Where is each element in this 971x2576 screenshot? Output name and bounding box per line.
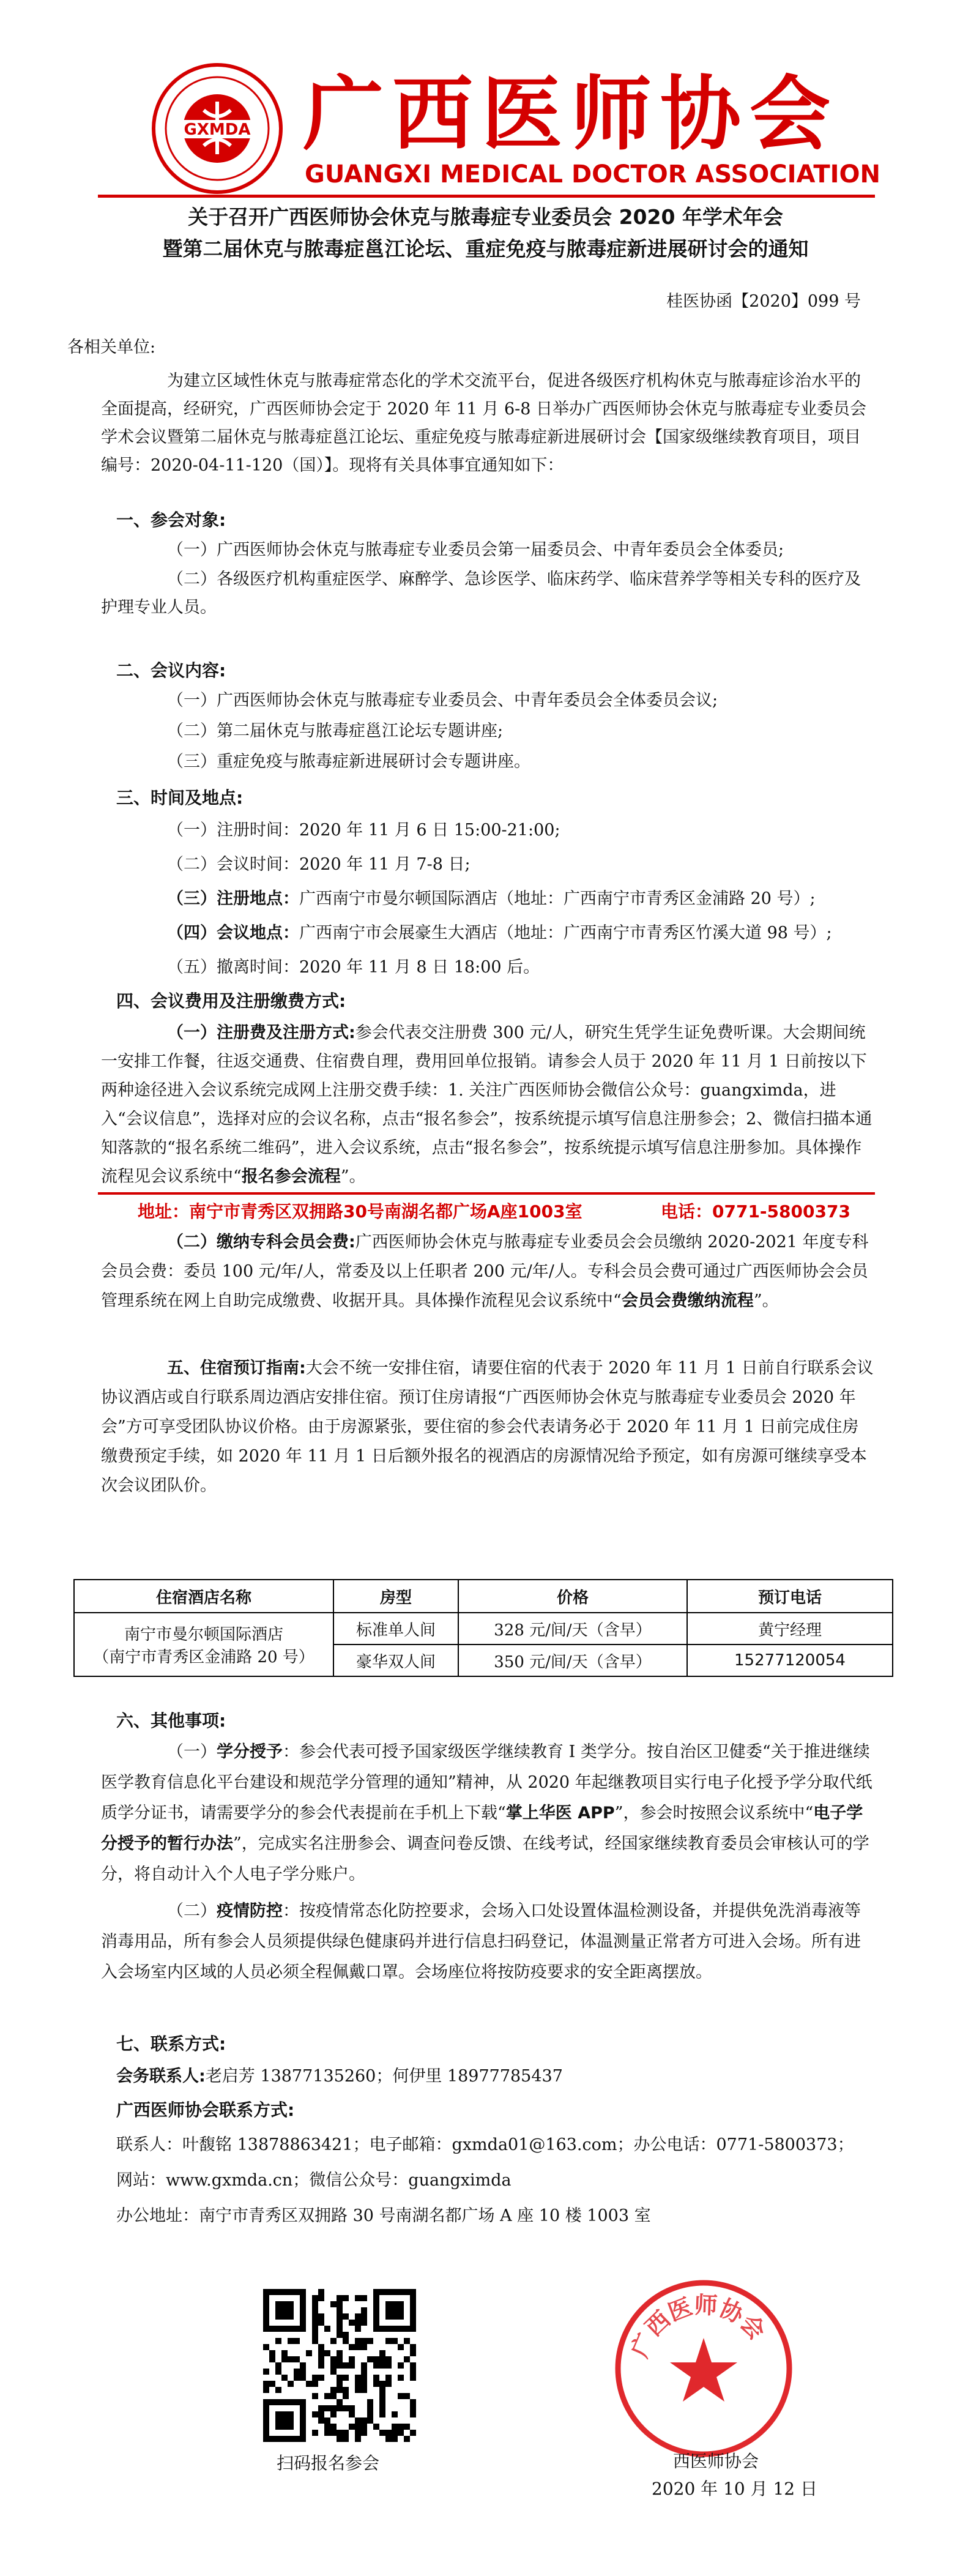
item-label: （一）注册时间：	[167, 821, 299, 840]
item-label: （五）撤离时间：	[167, 958, 299, 977]
list-item: （三）重症免疫与脓毒症新进展研讨会专题讲座。	[167, 752, 530, 771]
item-label: （二）会议时间：	[167, 855, 299, 874]
doc-title-line2: 暨第二届休克与脓毒症邕江论坛、重症免疫与脓毒症新进展研讨会的通知	[162, 237, 809, 261]
qr-code[interactable]	[263, 2289, 416, 2442]
qr-caption: 扫码报名参会	[277, 2453, 380, 2473]
item-text: 2020 年 11 月 6 日 15:00-21:00;	[299, 821, 560, 840]
item-label: （四）会议地点：	[167, 924, 299, 943]
epidemic-paragraph	[101, 1896, 875, 1988]
list-item	[101, 851, 875, 879]
para-text: ”，参会时按照会议系统中“	[614, 1804, 814, 1823]
section-heading: 四、会议费用及注册缴费方式:	[116, 991, 346, 1011]
hotel-address: （南宁市青秀区金浦路 20 号）	[93, 1648, 314, 1667]
para-label: （二）缴纳专科会员会费:	[167, 1233, 355, 1252]
para-bold: 掌上华医 APP	[505, 1804, 615, 1823]
section-heading: 三、时间及地点:	[116, 788, 244, 808]
para-text: ：按疫情常态化防控要求，会场入口处设置体温检测设备，并提供免洗消毒液等消毒用品，所有参会人员须提供绿色健康码并进行信息扫码登记，体温测量正常者方可进入会场。所有进入会场室内区域的人员必须全程佩戴口罩。会场座位将按防疫要求的安全距离摆放。	[101, 1902, 861, 1982]
para-text: ”，完成实名注册参会、调查问卷反馈、在线考试，经国家继续教育委员会审核认可的学分，将自动计入个人电子学分账户。	[101, 1834, 869, 1884]
list-item: （一）广西医师协会休克与脓毒症专业委员会第一届委员会、中青年委员会全体委员;	[167, 540, 784, 559]
para-label: 疫情防控	[217, 1902, 283, 1921]
hotel-table	[73, 1579, 893, 1677]
section-heading: 七、联系方式:	[116, 2034, 226, 2054]
list-item: （二）各级医疗机构重症医学、麻醉学、急诊医学、临床药学、临床营养学等相关专科的医疗及护理专业人员。	[101, 570, 861, 617]
item-label: （三）注册地点：	[167, 889, 299, 908]
affairs-contact	[116, 2063, 563, 2086]
header-cell: 房型	[333, 1580, 458, 1613]
header-cell: 住宿酒店名称	[74, 1580, 333, 1613]
room-price: 328 元/间/天（含早）	[458, 1613, 687, 1645]
credit-paragraph	[101, 1737, 875, 1890]
registration-paragraph	[101, 1018, 875, 1191]
para-prefix: （一）	[167, 1742, 217, 1761]
section-heading: 一、参会对象:	[116, 510, 226, 530]
footer-band-rule	[98, 1192, 875, 1195]
para-text: 参会代表交注册费 300 元/人，研究生凭学生证免费听课。大会期间统一安排工作餐，往返交通费、住宿费自理，费用回单位报销。请参会人员于 2020 年 11 月 1 日前按以下两种途径进入会议系统完成网上注册交费手续：1. 关注广西医师协会微信公众号：guangximda，进入“会议信息”，选择对应的会议名称，点击“报名参会”，按系统提示填写信息注册参会；2、微信扫描本通知落款的“报名系统二维码”，进入会议系统，点击“报名参会”，按系统提示填写信息注册参加。具体操作流程见会议系统中“	[101, 1023, 872, 1186]
contact-line: 联系人：叶馥铭 13878863421；电子邮箱：gxmda01@163.com；办公电话：0771-5800373；	[116, 2135, 854, 2154]
section-heading: 六、其他事项:	[116, 1711, 226, 1731]
header-cell: 预订电话	[687, 1580, 893, 1613]
list-item	[101, 885, 875, 913]
para-text: 大会不统一安排住宿，请要住宿的代表于 2020 年 11 月 1 日前自行联系会议协议酒店或自行联系周边酒店安排住宿。预订住房请报“广西医师协会休克与脓毒症专业委员会 2020 年会”方可享受团队协议价格。由于房源紧张，要住宿的参会代表请务必于 2020 年 11 月 1 日前完成住房缴费预定手续，如 2020 年 11 月 1 日后额外报名的视酒店的房源情况给予预定，如有房源可继续享受本次会议团队价。	[101, 1359, 874, 1495]
para-label: 五、住宿预订指南:	[167, 1359, 306, 1378]
hotel-name: 南宁市曼尔顿国际酒店	[124, 1626, 283, 1644]
para-bold: 会员会费缴纳流程	[621, 1291, 754, 1310]
list-item: （二）第二届休克与脓毒症邕江论坛专题讲座;	[167, 722, 504, 741]
doc-number: 桂医协函【2020】099 号	[666, 292, 861, 311]
para-bold: 报名参会流程	[241, 1167, 341, 1186]
fee-paragraph	[101, 1228, 875, 1316]
room-price: 350 元/间/天（含早）	[458, 1645, 687, 1676]
intro-paragraph: 为建立区域性休克与脓毒症常态化的学术交流平台，促进各级医疗机构休克与脓毒症诊治水平的全面提高，经研究，广西医师协会定于 2020 年 11 月 6-8 日举办广西医师协会休克与脓毒症专业委员会学术会议暨第二届休克与脓毒症邕江论坛、重症免疫与脓毒症新进展研讨会【国家级继续教育项目，项目编号：2020-04-11-120（国）】。现将有关具体事宜通知如下：	[101, 371, 867, 475]
list-item	[101, 954, 875, 982]
para-close: ”。	[753, 1291, 779, 1310]
para-label: （一）注册费及注册方式:	[167, 1023, 355, 1042]
logo-emblem	[150, 61, 285, 196]
seal-text: 广西医师协会	[625, 2290, 771, 2362]
table-row	[74, 1613, 893, 1645]
item-text: 2020 年 11 月 7-8 日;	[299, 855, 471, 874]
signing-date: 2020 年 10 月 12 日	[652, 2479, 818, 2499]
org-name: 广西医师协会	[303, 67, 839, 162]
logo-text: GXMDA	[184, 121, 251, 139]
section-heading: 二、会议内容:	[116, 660, 226, 681]
letterhead-rule	[98, 195, 875, 198]
contact-phone: 15277120054	[687, 1645, 893, 1676]
para-close: ”。	[340, 1167, 366, 1186]
para-label: 学分授予	[217, 1742, 283, 1761]
para-prefix: （二）	[167, 1902, 217, 1921]
org-name-en: GUANGXI MEDICAL DOCTOR ASSOCIATION	[305, 160, 881, 189]
item-text: 广西南宁市会展豪生大酒店（地址：广西南宁市青秀区竹溪大道 98 号）;	[299, 924, 832, 943]
para-text: ：参会代表可授予国家级医学继续教育 I 类学分。按自治区卫健委“关于推进继续医学教育信息化平台建设和规范学分管理的通知”精神，从 2020 年起继教项目实行电子化授予学分取代纸质学分证书，请需要学分的参会代表提前在手机上下载“	[101, 1742, 872, 1823]
header-cell: 价格	[458, 1580, 687, 1613]
affairs-value: 老启芳 13877135260；何伊里 18977785437	[205, 2067, 563, 2086]
footer-address: 地址：南宁市青秀区双拥路30号南湖名都广场A座1003室	[138, 1201, 582, 1222]
affairs-label: 会务联系人:	[116, 2067, 206, 2086]
assoc-contact-heading: 广西医师协会联系方式:	[116, 2100, 295, 2120]
list-item	[101, 816, 875, 845]
signing-org: 西医师协会	[673, 2451, 759, 2471]
official-seal	[612, 2277, 795, 2460]
lodging-paragraph	[101, 1354, 875, 1501]
para-text: 广西医师协会休克与脓毒症专业委员会会员缴纳 2020-2021 年度专科会员会费：委员 100 元/年/人，常委及以上任职者 200 元/年/人。专科会员会费可通过广西医师协会会员管理系统在网上自助完成缴费、收据开具。具体操作流程见会议系统中“	[101, 1233, 869, 1310]
item-text: 2020 年 11 月 8 日 18:00 后。	[299, 958, 540, 977]
hotel-name-cell	[74, 1613, 333, 1676]
table-header-row	[74, 1580, 893, 1613]
salutation: 各相关单位:	[67, 338, 156, 357]
address-line: 办公地址：南宁市青秀区双拥路 30 号南湖名都广场 A 座 10 楼 1003 室	[116, 2206, 651, 2225]
room-type: 豪华双人间	[333, 1645, 458, 1676]
footer-phone: 电话：0771-5800373	[661, 1201, 850, 1222]
contact-name: 黄宁经理	[687, 1613, 893, 1645]
item-text: 广西南宁市曼尔顿国际酒店（地址：广西南宁市青秀区金浦路 20 号）;	[299, 889, 816, 908]
list-item	[101, 919, 875, 947]
web-line: 网站：www.gxmda.cn；微信公众号：guangximda	[116, 2171, 512, 2190]
room-type: 标准单人间	[333, 1613, 458, 1645]
para-bold: 电子学分授予的暂行办法	[101, 1804, 863, 1853]
list-item: （一）广西医师协会休克与脓毒症专业委员会、中青年委员会全体委员会议;	[167, 691, 718, 710]
doc-title-line1: 关于召开广西医师协会休克与脓毒症专业委员会 2020 年学术年会	[188, 205, 783, 229]
